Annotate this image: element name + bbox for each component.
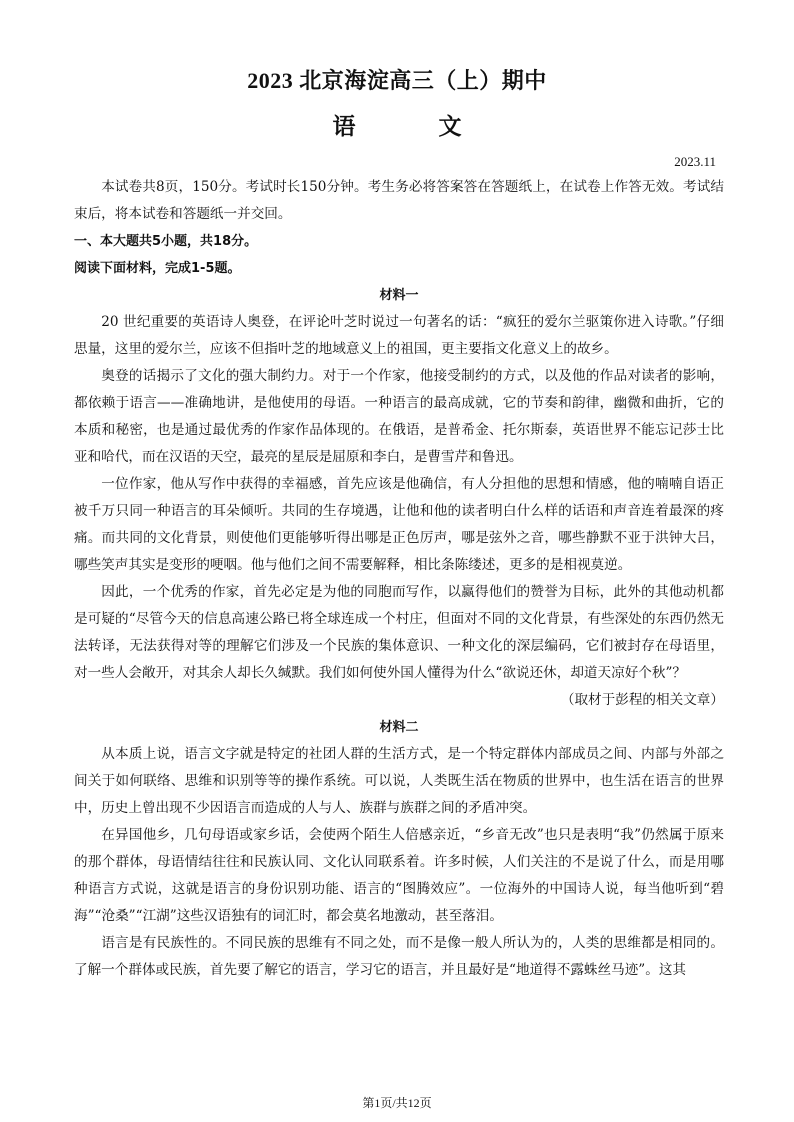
material1-paragraph: 奥登的话揭示了文化的强大制约力。对于一个作家，他接受制约的方式，以及他的作品对读者的影响，都依赖于语言——准确地讲，是他使用的母语。一种语言的最高成就，它的节奏和韵律，幽微和曲折，它的本质和秘密，也是通过最优秀的作家作品体现的。在俄语，是普希金、托尔斯泰，英语世界不能忘记莎士比亚和哈代，而在汉语的天空，最亮的星辰是屈原和李白，是曹雪芹和鲁迅。 (74, 368, 724, 465)
exam-date: 2023.11 (674, 154, 716, 169)
section-heading: 一、本大题共5小题，共18分。 (74, 234, 258, 249)
material1-paragraph: 20 世纪重要的英语诗人奥登，在评论叶芝时说过一句著名的话：“疯狂的爱尔兰驱策你进入诗歌。”仔细思量，这里的爱尔兰，应该不但指叶芝的地域意义上的祖国，更主要指文化意义上的故乡。 (74, 314, 724, 357)
document-body (74, 174, 724, 984)
material1-paragraph: 因此，一个优秀的作家，首先必定是为他的同胞而写作，以赢得他们的赞誉为目标，此外的其他动机都是可疑的“尽管今天的信息高速公路已将全球连成一个村庄，但面对不同的文化背景，有些深处的东西仍然无法转译，无法获得对等的理解它们涉及一个民族的集体意识、一种文化的深层编码，它们被封存在母语里，对一些人会敞开，对其余人却长久缄默。我们如何使外国人懂得为什么“欲说还休，却道天凉好个秋”？ (74, 584, 724, 681)
material2-title: 材料二 (379, 720, 419, 735)
material1-paragraph: 一位作家，他从写作中获得的幸福感，首先应该是他确信，有人分担他的思想和情感，他的喃喃自语正被千万只同一种语言的耳朵倾听。共同的生存境遇，让他和他的读者明白什么样的话语和声音连着最深的疼痛。而共同的文化背景，则使他们更能够听得出哪是正色厉声，哪是弦外之音，哪些静默不亚于洪钟大吕，哪些笑声其实是变形的哽咽。他与他们之间不需要解释，相比条陈缕述，更多的是相视莫逆。 (74, 476, 724, 573)
intro-paragraph: 本试卷共8页，150分。考试时长150分钟。考生务必将答案答在答题纸上，在试卷上作答无效。考试结束后，将本试卷和答题纸一并交回。 (74, 179, 724, 222)
material2-paragraph: 从本质上说，语言文字就是特定的社团人群的生活方式，是一个特定群体内部成员之间、内部与外部之间关于如何联络、思维和识别等等的操作系统。可以说，人类既生活在物质的世界中，也生活在语言的世界中，历史上曾出现不少因语言而造成的人与人、族群与族群之间的矛盾冲突。 (74, 746, 724, 816)
material1-source: （取材于彭程的相关文章） (560, 692, 724, 708)
subject-title: 语 文 (332, 114, 492, 139)
exam-title: 2023 北京海淀高三（上）期中 (247, 68, 547, 93)
material1-title: 材料一 (379, 288, 419, 303)
material2-paragraph: 在异国他乡，几句母语或家乡话，会使两个陌生人倍感亲近，“乡音无改”也只是表明“我”仍然属于原来的那个群体，母语情结往往和民族认同、文化认同联系着。许多时候，人们关注的不是说了什么，而是用哪种语言方式说，这就是语言的身份识别功能、语言的“图腾效应”。一位海外的中国诗人说，每当他听到“碧海”“沧桑”“江湖”这些汉语独有的词汇时，都会莫名地激动，甚至落泪。 (74, 827, 724, 924)
page-footer: 第1页/共12页 (362, 1096, 432, 1110)
section-instruction: 阅读下面材料，完成1-5题。 (74, 261, 241, 276)
material2-paragraph: 语言是有民族性的。不同民族的思维有不同之处，而不是像一般人所认为的，人类的思维都是相同的。了解一个群体或民族，首先要了解它的语言，学习它的语言，并且最好是“地道得不露蛛丝马迹”。这其 (74, 935, 724, 978)
